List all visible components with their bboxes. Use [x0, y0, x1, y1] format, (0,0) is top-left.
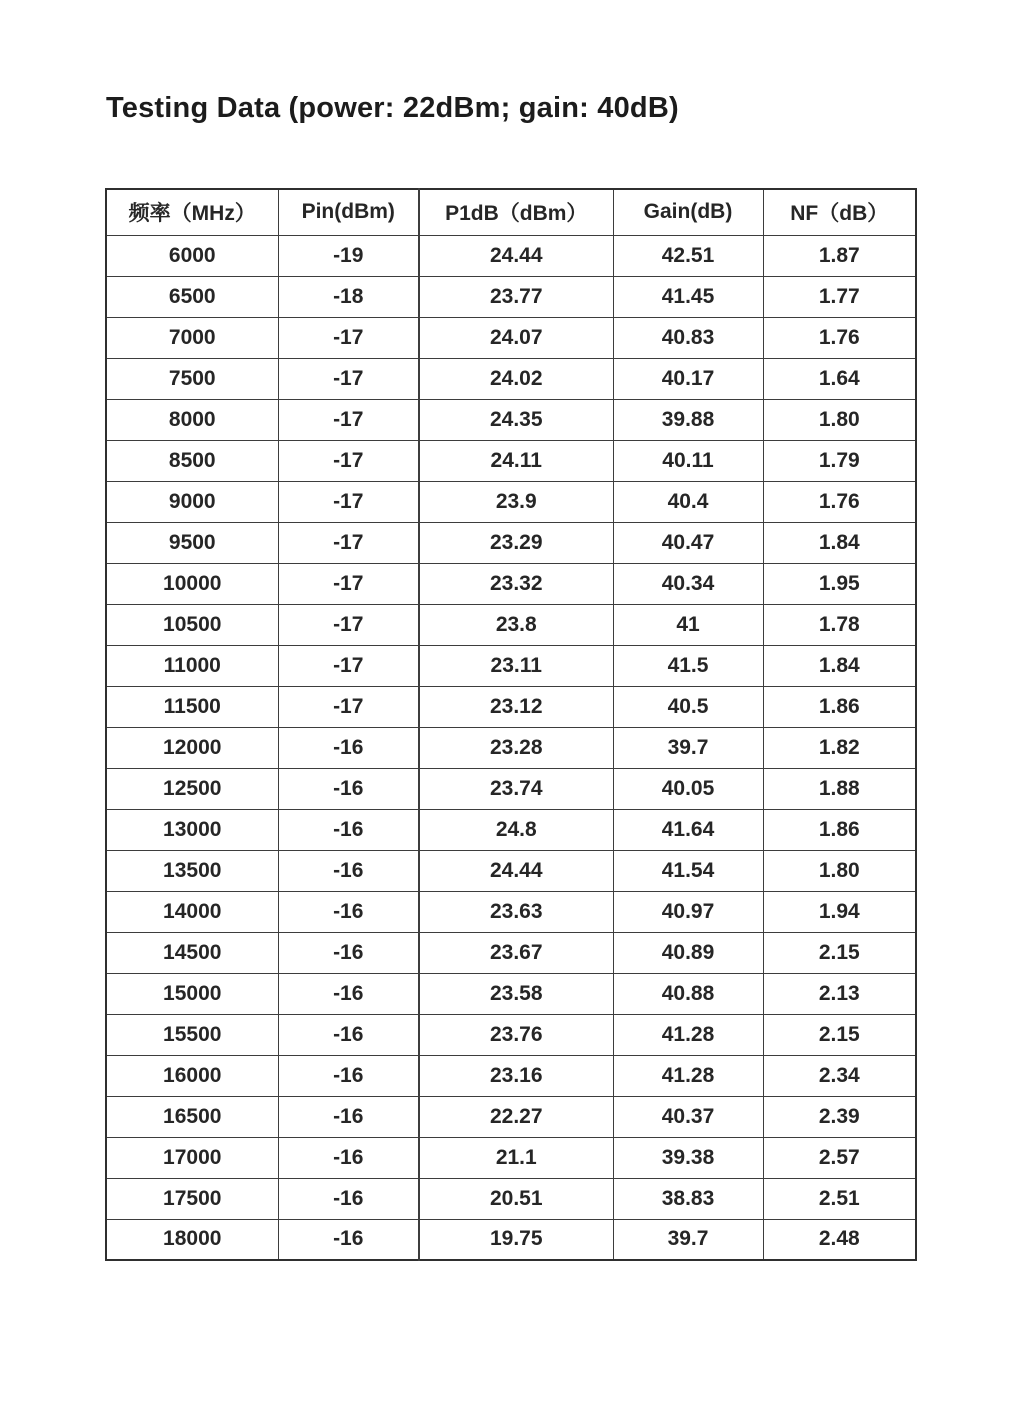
table-cell: 1.77: [763, 276, 916, 317]
table-cell: 24.44: [419, 850, 613, 891]
column-header-pin: Pin(dBm): [278, 189, 419, 235]
table-cell: -17: [278, 481, 419, 522]
table-cell: 23.77: [419, 276, 613, 317]
table-cell: 23.11: [419, 645, 613, 686]
table-cell: 1.79: [763, 440, 916, 481]
testing-data-table: [105, 188, 917, 1261]
table-cell: 7500: [106, 358, 278, 399]
table-cell: -16: [278, 1219, 419, 1260]
table-cell: -16: [278, 850, 419, 891]
table-cell: -17: [278, 522, 419, 563]
table-cell: -18: [278, 276, 419, 317]
column-header-frequency: 频率（MHz）: [106, 189, 278, 235]
table-body: [106, 235, 916, 1260]
table-cell: 8500: [106, 440, 278, 481]
table-cell: 19.75: [419, 1219, 613, 1260]
table-cell: 23.58: [419, 973, 613, 1014]
table-cell: 1.87: [763, 235, 916, 276]
table-cell: 1.64: [763, 358, 916, 399]
table-row: [106, 973, 916, 1014]
table-cell: 23.74: [419, 768, 613, 809]
table-cell: 7000: [106, 317, 278, 358]
table-cell: 15500: [106, 1014, 278, 1055]
table-cell: 42.51: [613, 235, 763, 276]
table-cell: 2.57: [763, 1137, 916, 1178]
page-title: Testing Data (power: 22dBm; gain: 40dB): [106, 92, 679, 124]
table-cell: 11500: [106, 686, 278, 727]
table-cell: 1.80: [763, 850, 916, 891]
table-cell: -16: [278, 932, 419, 973]
table-row: [106, 686, 916, 727]
table-cell: 41.54: [613, 850, 763, 891]
table-cell: 23.29: [419, 522, 613, 563]
table-cell: -16: [278, 1178, 419, 1219]
table-cell: 40.88: [613, 973, 763, 1014]
table-row: [106, 235, 916, 276]
table-cell: 2.13: [763, 973, 916, 1014]
table-cell: 18000: [106, 1219, 278, 1260]
table-cell: 1.82: [763, 727, 916, 768]
table-row: [106, 481, 916, 522]
table-cell: 40.5: [613, 686, 763, 727]
table-cell: 39.7: [613, 1219, 763, 1260]
table-row: [106, 563, 916, 604]
table-cell: -19: [278, 235, 419, 276]
table-cell: 40.34: [613, 563, 763, 604]
table-row: [106, 399, 916, 440]
table-row: [106, 809, 916, 850]
table-cell: -17: [278, 645, 419, 686]
table-cell: 39.88: [613, 399, 763, 440]
table-cell: 9500: [106, 522, 278, 563]
table-cell: 23.28: [419, 727, 613, 768]
table-cell: 23.63: [419, 891, 613, 932]
table-row: [106, 1055, 916, 1096]
table-cell: -17: [278, 358, 419, 399]
table-cell: 13500: [106, 850, 278, 891]
table-cell: 40.97: [613, 891, 763, 932]
table-cell: 24.07: [419, 317, 613, 358]
table-cell: 1.84: [763, 645, 916, 686]
table-cell: -17: [278, 686, 419, 727]
table-cell: 15000: [106, 973, 278, 1014]
table-cell: 9000: [106, 481, 278, 522]
table-cell: 1.88: [763, 768, 916, 809]
table-cell: 12500: [106, 768, 278, 809]
table-cell: 41.5: [613, 645, 763, 686]
table-cell: 16500: [106, 1096, 278, 1137]
table-cell: 40.4: [613, 481, 763, 522]
table-cell: 12000: [106, 727, 278, 768]
table-row: [106, 1178, 916, 1219]
table-cell: 1.84: [763, 522, 916, 563]
table-cell: 38.83: [613, 1178, 763, 1219]
table-cell: 41.28: [613, 1014, 763, 1055]
table-row: [106, 1014, 916, 1055]
table-cell: 2.48: [763, 1219, 916, 1260]
table-cell: 14000: [106, 891, 278, 932]
table-row: [106, 276, 916, 317]
table-cell: -16: [278, 1096, 419, 1137]
table-cell: 14500: [106, 932, 278, 973]
table-cell: 40.47: [613, 522, 763, 563]
table-cell: 39.7: [613, 727, 763, 768]
table-row: [106, 317, 916, 358]
table-cell: -16: [278, 768, 419, 809]
table-cell: 23.12: [419, 686, 613, 727]
table-cell: 22.27: [419, 1096, 613, 1137]
table-row: [106, 850, 916, 891]
table-cell: 24.02: [419, 358, 613, 399]
column-header-gain: Gain(dB): [613, 189, 763, 235]
table-cell: 2.15: [763, 932, 916, 973]
table-cell: 2.39: [763, 1096, 916, 1137]
table-cell: 40.05: [613, 768, 763, 809]
table-row: [106, 727, 916, 768]
table-cell: 24.8: [419, 809, 613, 850]
table-cell: 1.95: [763, 563, 916, 604]
table-cell: 40.89: [613, 932, 763, 973]
table-cell: 23.9: [419, 481, 613, 522]
table-row: [106, 604, 916, 645]
table-cell: 1.80: [763, 399, 916, 440]
table-cell: 1.86: [763, 809, 916, 850]
table-cell: 23.8: [419, 604, 613, 645]
table-cell: 40.11: [613, 440, 763, 481]
table-row: [106, 932, 916, 973]
table-cell: -17: [278, 399, 419, 440]
table-cell: -17: [278, 563, 419, 604]
table-cell: 23.32: [419, 563, 613, 604]
table-cell: -16: [278, 1055, 419, 1096]
table-header-row: [106, 189, 916, 235]
table-cell: 1.78: [763, 604, 916, 645]
table-cell: 13000: [106, 809, 278, 850]
table-cell: 41.64: [613, 809, 763, 850]
table-cell: 24.11: [419, 440, 613, 481]
table-cell: 1.76: [763, 481, 916, 522]
table-cell: 1.86: [763, 686, 916, 727]
table-row: [106, 891, 916, 932]
table-cell: 6500: [106, 276, 278, 317]
table-cell: -17: [278, 604, 419, 645]
table-cell: 23.16: [419, 1055, 613, 1096]
table-cell: -16: [278, 891, 419, 932]
table-cell: -16: [278, 809, 419, 850]
table-cell: -16: [278, 1137, 419, 1178]
column-header-nf: NF（dB）: [763, 189, 916, 235]
table-cell: 20.51: [419, 1178, 613, 1219]
table-cell: 16000: [106, 1055, 278, 1096]
table-cell: 40.17: [613, 358, 763, 399]
table-row: [106, 768, 916, 809]
table-row: [106, 1219, 916, 1260]
table-cell: 24.35: [419, 399, 613, 440]
table-cell: -16: [278, 973, 419, 1014]
column-header-p1db: P1dB（dBm）: [419, 189, 613, 235]
table-row: [106, 522, 916, 563]
table-cell: 40.37: [613, 1096, 763, 1137]
table-cell: -17: [278, 440, 419, 481]
table-cell: -17: [278, 317, 419, 358]
table-cell: 23.67: [419, 932, 613, 973]
table-cell: 21.1: [419, 1137, 613, 1178]
table-row: [106, 358, 916, 399]
table-cell: 17000: [106, 1137, 278, 1178]
table-row: [106, 645, 916, 686]
table-cell: 10000: [106, 563, 278, 604]
table-cell: 11000: [106, 645, 278, 686]
table-cell: 41: [613, 604, 763, 645]
table-cell: 10500: [106, 604, 278, 645]
table-cell: 41.45: [613, 276, 763, 317]
table-row: [106, 1137, 916, 1178]
table-cell: 23.76: [419, 1014, 613, 1055]
table-cell: 39.38: [613, 1137, 763, 1178]
table-cell: 6000: [106, 235, 278, 276]
table-cell: 2.34: [763, 1055, 916, 1096]
table-cell: -16: [278, 727, 419, 768]
table-cell: 17500: [106, 1178, 278, 1219]
table-row: [106, 440, 916, 481]
table-cell: 1.76: [763, 317, 916, 358]
table-cell: 2.15: [763, 1014, 916, 1055]
table-cell: 40.83: [613, 317, 763, 358]
table-cell: 1.94: [763, 891, 916, 932]
table-cell: 24.44: [419, 235, 613, 276]
table-row: [106, 1096, 916, 1137]
table-cell: -16: [278, 1014, 419, 1055]
table-cell: 2.51: [763, 1178, 916, 1219]
table-cell: 41.28: [613, 1055, 763, 1096]
table-cell: 8000: [106, 399, 278, 440]
